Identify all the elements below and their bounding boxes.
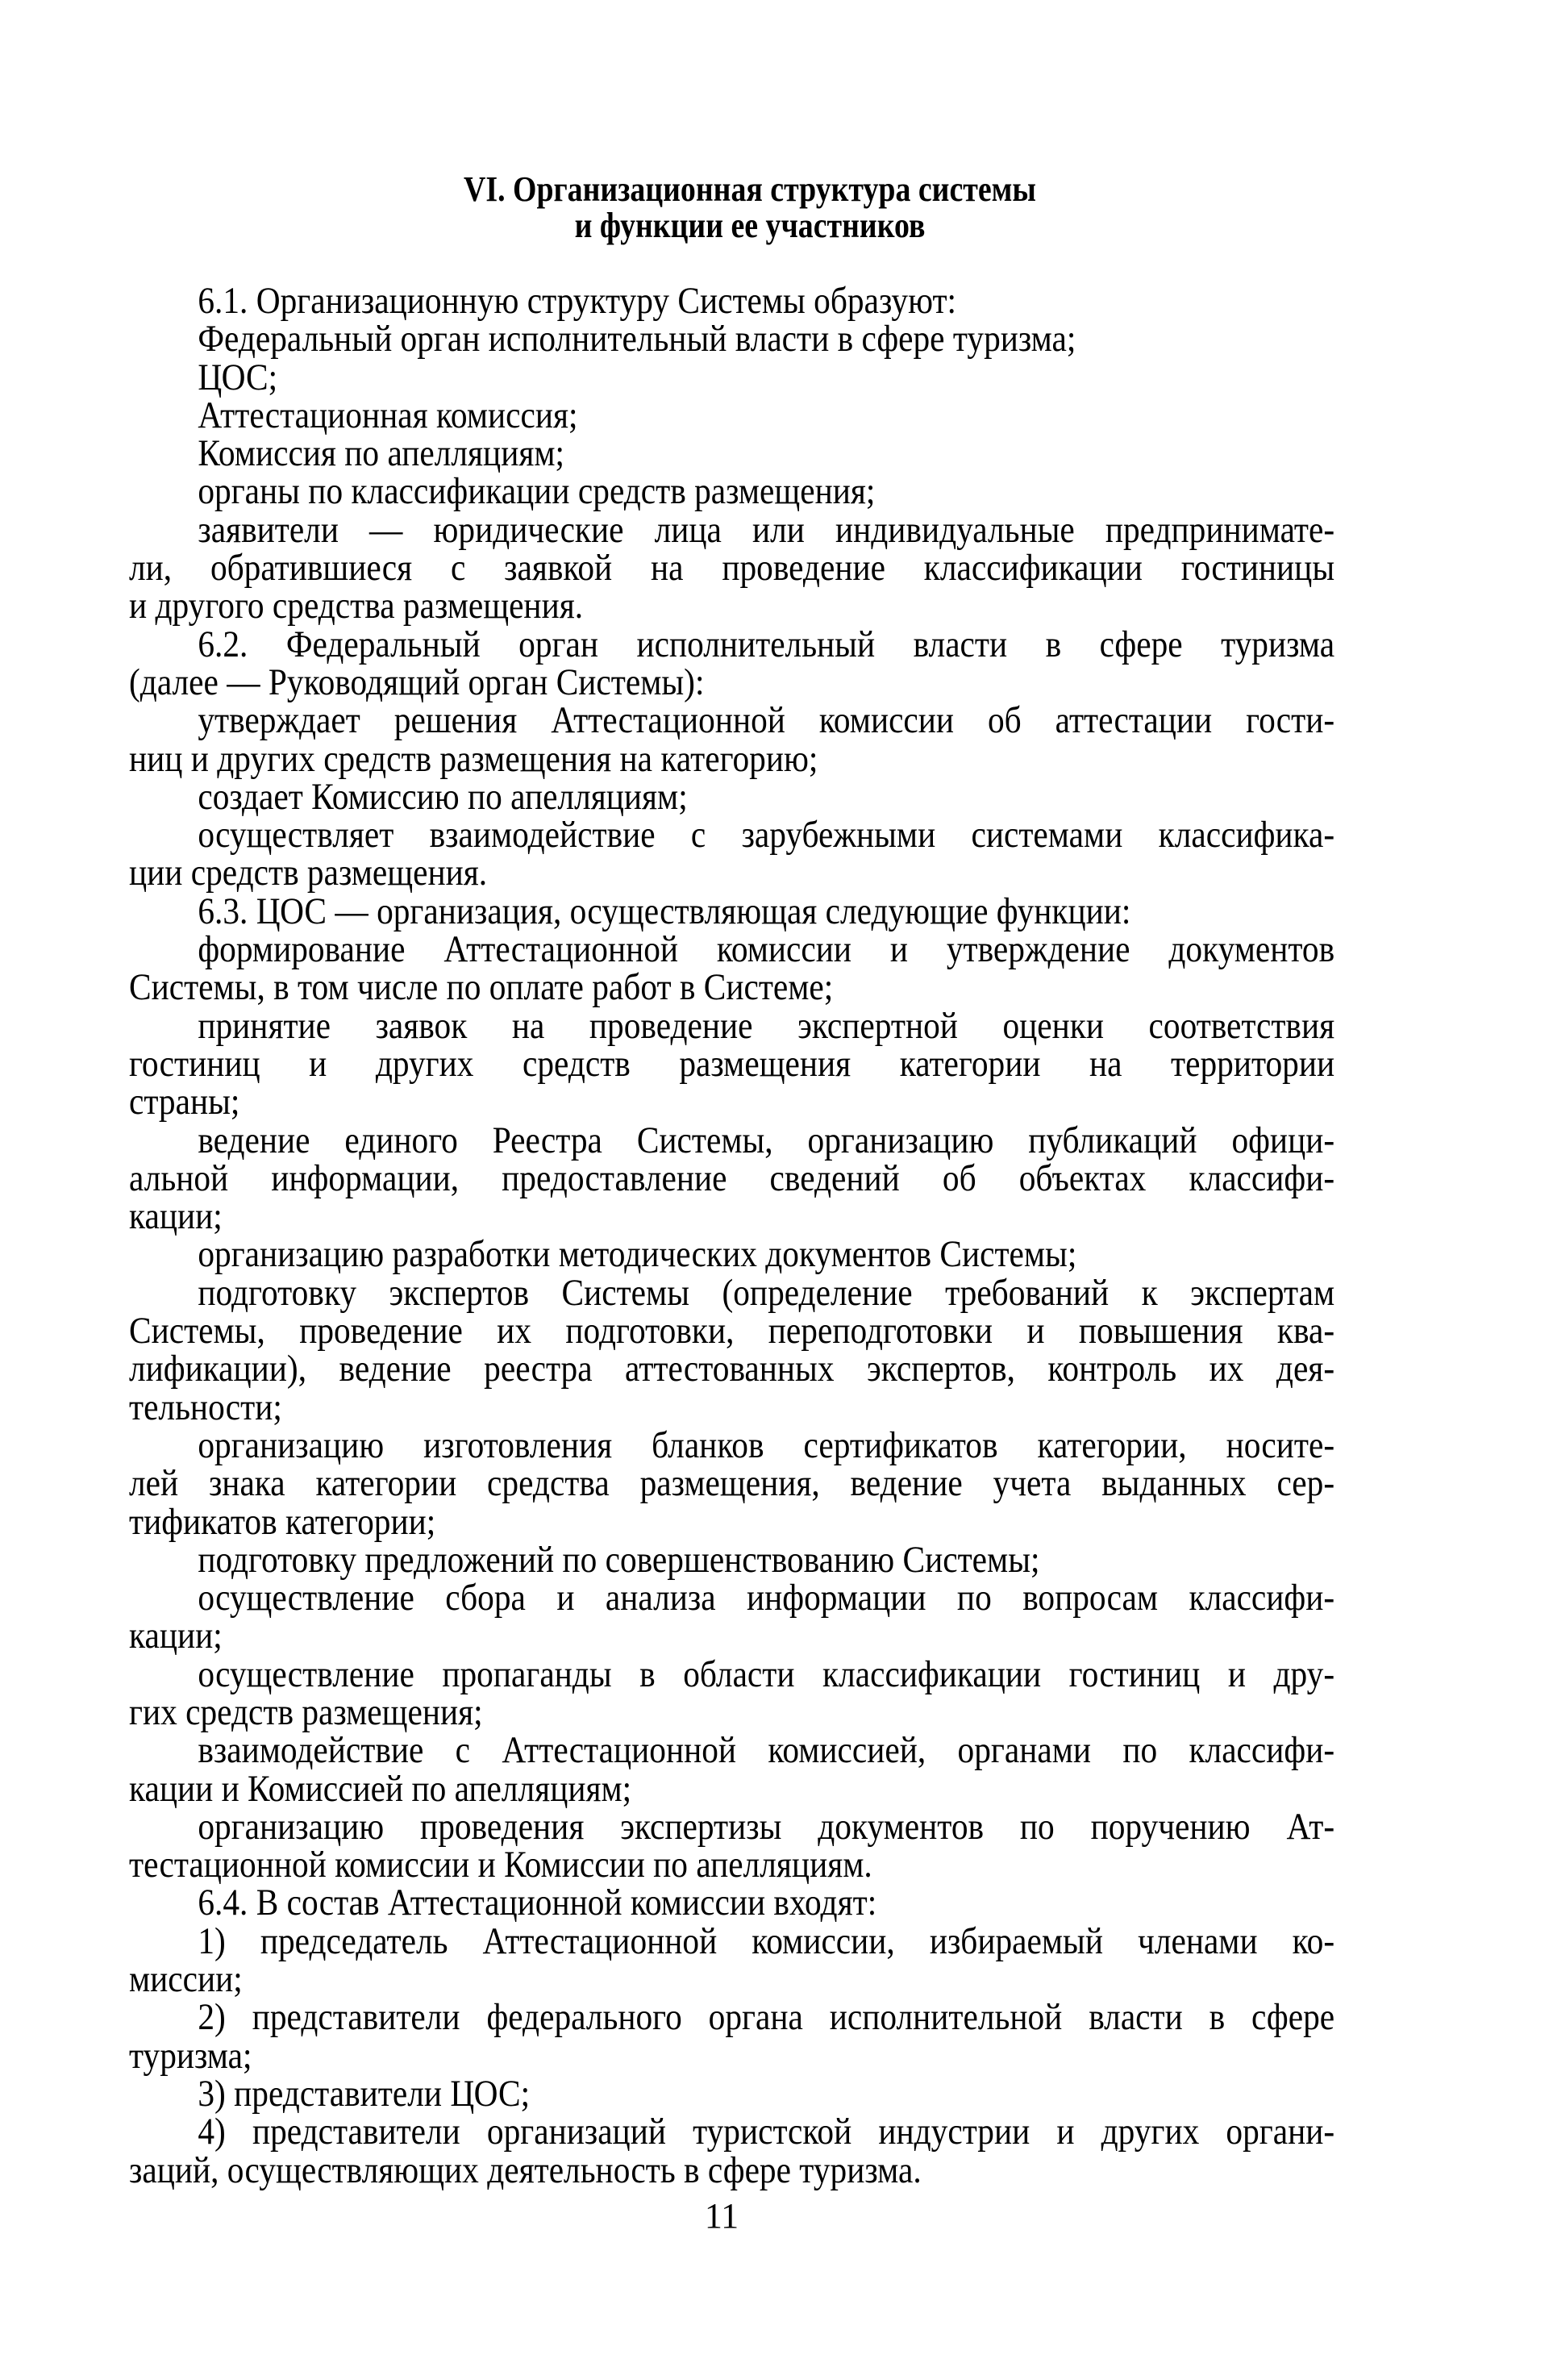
text-line: ведение единого Реестра Системы, организацию публикаций офици- xyxy=(198,1119,1335,1161)
text-line: осуществление пропаганды в области классификации гостиниц и дру- xyxy=(198,1653,1335,1695)
text-line: лификации), ведение реестра аттестованных экспертов, контроль их дея- xyxy=(129,1348,1335,1390)
paragraph xyxy=(129,1884,1334,1922)
paragraph xyxy=(129,432,1334,475)
text-line: организацию изготовления бланков сертификатов категории, носите- xyxy=(198,1423,1335,1466)
text-line: организацию проведения экспертизы документов по поручению Ат- xyxy=(198,1805,1335,1848)
text-line: 6.3. ЦОС — организация, осуществляющая следующие функции: xyxy=(198,890,1131,932)
paragraph xyxy=(129,775,1334,818)
text-line: тификатов категории; xyxy=(129,1500,436,1543)
document-body xyxy=(129,282,1334,2190)
paragraph xyxy=(129,1653,1335,1733)
paragraph xyxy=(129,2113,1334,2190)
paragraph xyxy=(129,508,1335,627)
text-line: Системы, в том числе по оплате работ в Системе; xyxy=(129,966,834,1009)
text-line: 2) представители федерального органа исполнительной власти в сфере xyxy=(198,1996,1335,2039)
text-line: ниц и других средств размещения на категорию; xyxy=(129,737,818,780)
text-line: ли, обратившиеся с заявкой на проведение классификации гостиницы xyxy=(129,547,1335,590)
text-line: страны; xyxy=(129,1081,240,1123)
text-line: туризма; xyxy=(129,2034,252,2077)
text-line: Комиссия по апелляциям; xyxy=(198,432,565,475)
text-line: взаимодействие с Аттестационной комиссией, органами по классифи- xyxy=(198,1729,1335,1772)
paragraph xyxy=(129,2072,1334,2115)
text-line: утверждает решения Аттестационной комиссии об аттестации гости- xyxy=(198,699,1335,742)
paragraph xyxy=(129,1538,1334,1581)
paragraph xyxy=(129,1271,1335,1428)
text-line: тельности; xyxy=(129,1386,282,1428)
text-line: и другого средства размещения. xyxy=(129,585,584,627)
text-line: тестационной комиссии и Комиссии по апелляциям. xyxy=(129,1844,872,1886)
section-title-line: VI. Организационная структура системы xyxy=(464,169,1036,209)
text-line: 3) представители ЦОС; xyxy=(198,2072,531,2115)
page-number: 11 xyxy=(704,2196,739,2236)
text-line: миссии; xyxy=(129,1958,243,2001)
text-line: ЦОС; xyxy=(198,356,278,398)
paragraph xyxy=(129,282,1334,320)
text-line: 4) представители организаций туристской индустрии и других органи- xyxy=(198,2111,1335,2153)
section-title-line: и функции ее участников xyxy=(574,206,926,245)
text-line: создает Комиссию по апелляциям; xyxy=(198,775,688,818)
paragraph xyxy=(129,470,1334,513)
text-line: кации; xyxy=(129,1615,223,1657)
paragraph xyxy=(129,1919,1335,2001)
paragraph xyxy=(129,1004,1335,1123)
paragraph xyxy=(129,890,1334,932)
section-title xyxy=(105,171,1395,244)
text-line: заявители — юридические лица или индивидуальные предпринимате- xyxy=(198,508,1335,551)
text-line: (далее — Руководящий орган Системы): xyxy=(129,661,705,703)
text-line: 6.4. В состав Аттестационной комиссии входят: xyxy=(198,1882,877,1924)
text-line: гостиниц и других средств размещения категории на территории xyxy=(129,1042,1335,1085)
text-line: альной информации, предоставление сведений об объектах классифи- xyxy=(129,1157,1335,1199)
text-line: формирование Аттестационной комиссии и утверждение документов xyxy=(198,928,1335,971)
paragraph xyxy=(129,928,1335,1009)
paragraph xyxy=(129,1233,1334,1276)
paragraph xyxy=(129,356,1334,398)
text-line: лей знака категории средства размещения, ведение учета выданных сер- xyxy=(129,1462,1335,1505)
text-line: 1) председатель Аттестационной комиссии, избираемый членами ко- xyxy=(198,1919,1335,1962)
text-line: Системы, проведение их подготовки, переподготовки и повышения ква- xyxy=(129,1310,1335,1353)
paragraph xyxy=(129,699,1335,780)
text-line: органы по классификации средств размещения; xyxy=(198,470,876,513)
text-line: осуществление сбора и анализа информации по вопросам классифи- xyxy=(198,1577,1335,1619)
text-line: гих средств размещения; xyxy=(129,1690,483,1733)
text-line: осуществляет взаимодействие с зарубежными системами классифика- xyxy=(198,814,1335,857)
paragraph xyxy=(129,623,1335,703)
text-line: Федеральный орган исполнительный власти в сфере туризма; xyxy=(198,318,1076,361)
text-line: ции средств размещения. xyxy=(129,852,488,894)
text-line: Аттестационная комиссия; xyxy=(198,394,578,436)
paragraph xyxy=(129,1996,1335,2077)
text-line: кации и Комиссией по апелляциям; xyxy=(129,1767,632,1810)
paragraph xyxy=(129,394,1334,436)
paragraph xyxy=(129,1423,1335,1543)
text-line: кации; xyxy=(129,1195,223,1238)
text-line: 6.1. Организационную структуру Системы образуют: xyxy=(198,280,957,322)
paragraph xyxy=(129,318,1334,361)
text-line: принятие заявок на проведение экспертной оценки соответствия xyxy=(198,1004,1335,1047)
paragraph xyxy=(129,816,1334,893)
paragraph xyxy=(129,1119,1335,1238)
text-line: заций, осуществляющих деятельность в сфере туризма. xyxy=(129,2149,922,2191)
paragraph xyxy=(129,1579,1334,1656)
text-line: 6.2. Федеральный орган исполнительный власти в сфере туризма xyxy=(198,623,1335,665)
paragraph xyxy=(129,1729,1335,1810)
paragraph xyxy=(129,1805,1335,1886)
text-line: подготовку предложений по совершенствованию Системы; xyxy=(198,1538,1040,1581)
text-line: подготовку экспертов Системы (определение требований к экспертам xyxy=(198,1271,1335,1314)
text-line: организацию разработки методических документов Системы; xyxy=(198,1233,1077,1276)
